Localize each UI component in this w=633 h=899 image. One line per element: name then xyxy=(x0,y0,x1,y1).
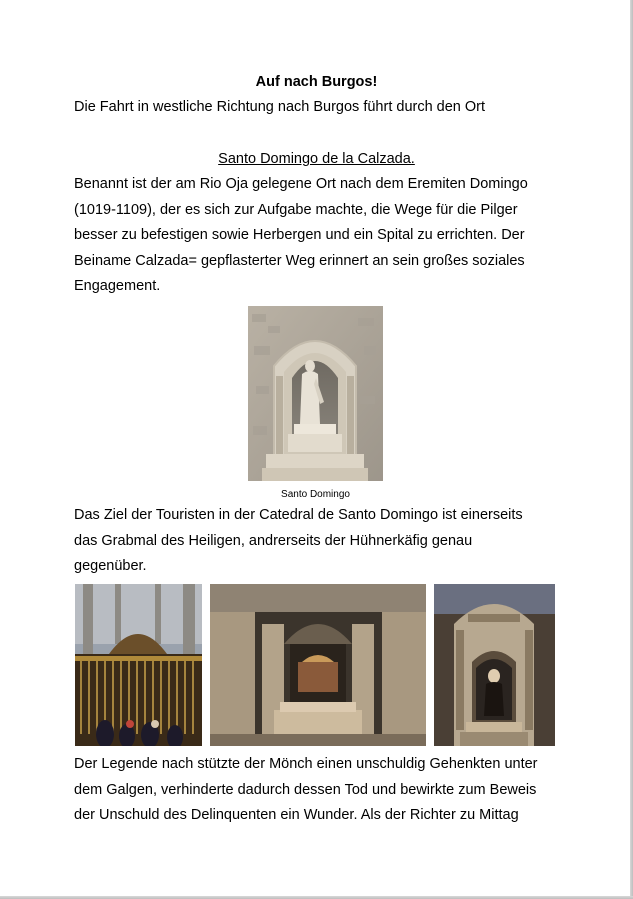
text-line: Der Legende nach stützte der Mönch einen unschuldig Gehenkten unter xyxy=(74,756,538,772)
intro-line: Die Fahrt in westliche Richtung nach Burgos führt durch den Ort xyxy=(74,99,486,115)
text-line: das Grabmal des Heiligen, andrerseits der Hühnerkäfig genau xyxy=(74,532,473,549)
intro-paragraph xyxy=(74,95,564,121)
altar-photo xyxy=(434,584,555,746)
choir-grille-photo xyxy=(75,584,202,746)
tomb-photo xyxy=(210,584,426,746)
paragraph-domingo xyxy=(74,172,564,300)
section-heading xyxy=(0,151,633,167)
text-line: dem Galgen, verhinderte dadurch dessen Tod und bewirkte zum Beweis xyxy=(74,781,537,798)
text-line: (1019-1109), der es sich zur Aufgabe machte, die Wege für die Pilger xyxy=(74,201,518,218)
figure-caption: Santo Domingo xyxy=(281,489,350,500)
text-line: Beiname Calzada= gepflasterter Weg erinnert an sein großes soziales xyxy=(74,252,525,269)
text-line: der Unschuld des Delinquenten ein Wunder. Als der Richter zu Mittag xyxy=(74,807,519,823)
section-heading-text: Santo Domingo de la Calzada. xyxy=(218,151,415,167)
paragraph-cathedral xyxy=(74,503,564,580)
text-line: besser zu befestigen sowie Herbergen und ein Spital zu errichten. Der xyxy=(74,227,525,243)
paragraph-legend xyxy=(74,752,564,829)
text-line: Das Ziel der Touristen in der Catedral de Santo Domingo ist einerseits xyxy=(74,507,523,523)
text-line: Benannt ist der am Rio Oja gelegene Ort nach dem Eremiten Domingo xyxy=(74,176,528,192)
text-line: gegenüber. xyxy=(74,558,147,574)
text-line: Engagement. xyxy=(74,278,161,294)
document-title: Auf nach Burgos! xyxy=(255,74,378,90)
statue-photo xyxy=(248,306,383,481)
